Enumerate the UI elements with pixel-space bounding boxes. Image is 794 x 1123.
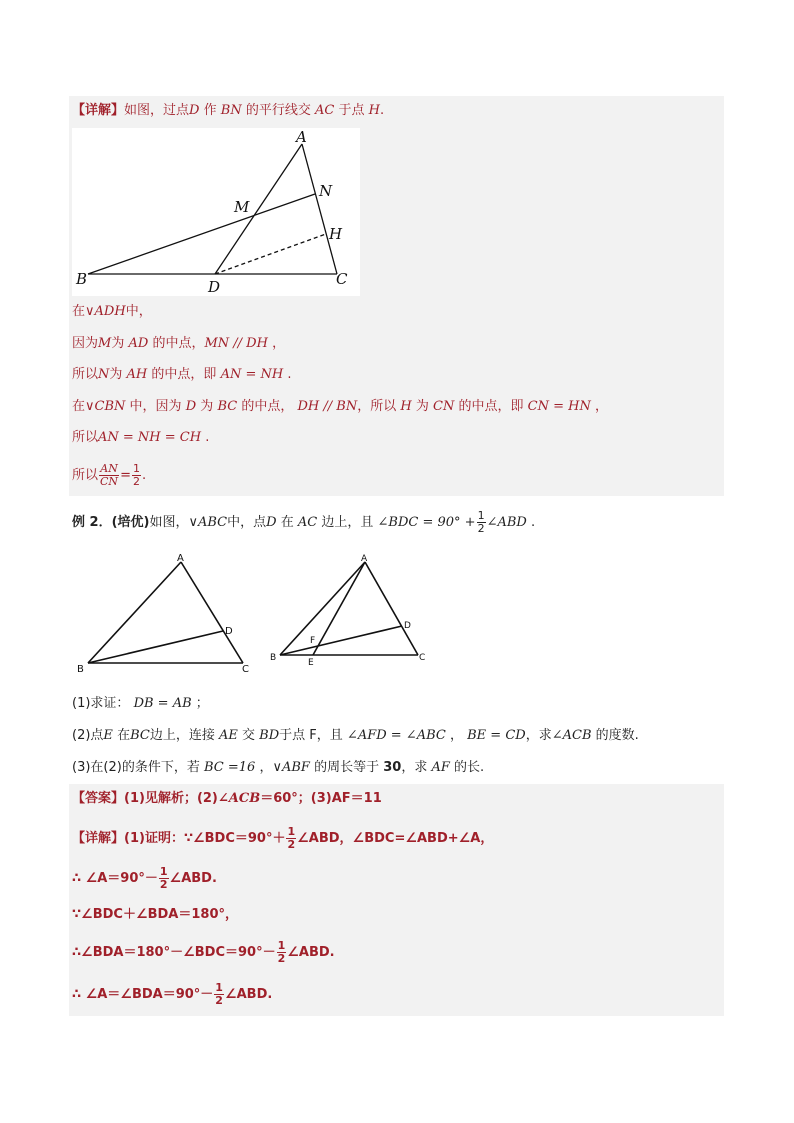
math: D [266,515,277,530]
text: 作 [203,103,217,118]
text: 中， [125,304,152,319]
math: DB = AB [133,696,192,711]
text: 边上，连接 [149,728,215,743]
text: 所以 [72,430,99,445]
math: CN = HN [527,399,591,414]
step-1 [69,303,724,321]
denominator: CN [100,475,119,488]
text: ， [449,728,463,743]
text: (1)求证： [72,696,130,711]
text: 的中点， [152,336,205,351]
numerator: 1 [215,981,223,994]
text: 边上，且 [321,515,374,530]
step-5 [69,429,724,447]
text: 的周长等于 [314,760,380,775]
text: 中，点 [227,515,267,530]
number: 30 [383,760,402,775]
text: ＝60°；(3)AF＝11 [260,791,382,806]
denominator: 2 [477,522,485,535]
math: M [98,336,112,351]
segment-bd [280,626,402,655]
text: 因为 [72,336,99,351]
label-d: D [208,278,221,296]
fraction-one-half [477,510,486,535]
math: D [185,399,197,414]
text: 如图，过点 [124,103,190,118]
math: ∠AFD = ∠ABC [346,728,446,743]
text: (1)见解析；(2) [124,791,218,806]
text: . [287,367,292,382]
math: DH // BN [297,399,358,414]
numerator: 1 [287,825,296,838]
question-2 [69,727,724,745]
math: ∠ACB [217,791,261,806]
label-a: A [177,553,184,564]
answer-line [69,790,724,808]
text: ∠ABD. [224,987,273,1002]
question-1 [69,695,724,713]
text: 中，因为 [129,399,182,414]
text: ， [594,399,608,414]
label-c: C [242,664,249,675]
text: ，求 [525,728,552,743]
label-f: F [310,636,316,646]
denominator: 2 [215,994,223,1007]
text: ∵∠BDC＋∠BDA＝180°， [72,907,238,922]
answer-tag: 【答案】 [72,791,125,806]
text: . [205,430,210,445]
text: ∴∠BDA＝180°－∠BDC＝90°－ [72,945,276,960]
text: 为 [415,399,429,414]
segment-bd [88,631,223,663]
figure-triangle-abc-1 [72,128,360,296]
math: H [368,103,380,118]
text: ∠ABD，∠BDC=∠ABD+∠A， [297,831,494,846]
segment-ac [365,562,418,655]
math: ∨CBN [85,399,126,414]
text: 为 [109,367,123,382]
math: N [98,367,110,382]
figure-triangle-abc-right [265,550,435,670]
fraction-one-half [277,940,287,965]
math: BC [217,399,238,414]
fraction-an-cn [99,463,119,488]
text: 的长. [454,760,485,775]
label-m: M [234,198,250,216]
text: (1)证明：∵∠BDC＝90°＋ [124,831,286,846]
numerator: 1 [159,865,168,878]
detail-tag: 【详解】 [72,103,125,118]
text: . [379,103,385,118]
text: ， [272,336,286,351]
text: 为 [111,336,125,351]
fraction-one-half [286,826,296,851]
math: ∨ABF [272,760,310,775]
text: 在 [72,304,86,319]
math: BE = CD [467,728,526,743]
detail2-line-3 [69,906,724,924]
text: 交 [242,728,256,743]
text: 在 [280,515,294,530]
text: 为 [200,399,214,414]
numerator: AN [100,462,118,475]
label-b: B [270,653,277,663]
detail2-line-2 [69,862,724,896]
text: = [120,468,131,483]
denominator: 2 [277,952,286,965]
math: H [400,399,412,414]
text: ，所以 [357,399,397,414]
label-a: A [361,554,368,564]
math: ∠ACB [551,728,592,743]
step-3 [69,366,724,384]
math: BN [220,103,242,118]
text: ，求 [401,760,428,775]
segment-ab [88,562,181,663]
detail-tag: 【详解】 [72,831,125,846]
numerator: 1 [477,509,485,522]
denominator: 2 [287,838,296,851]
text: 于点 [338,103,365,118]
math: AD [128,336,149,351]
math: AE [218,728,238,743]
numerator: 1 [132,462,140,475]
step-2 [69,335,724,353]
text: ∴ ∠A＝∠BDA＝90°－ [72,987,214,1002]
text: 的中点，即 [151,367,217,382]
text: 所以 [72,367,99,382]
math: D [189,103,200,118]
denominator: 2 [132,475,140,488]
segment-ab [280,562,365,655]
detail2-line-4 [69,936,724,970]
label-e: E [308,658,314,668]
text: 所以 [72,468,99,483]
segment-ac [181,562,243,663]
label-b: B [77,664,84,675]
label-d: D [404,621,411,631]
math: MN // DH [204,336,268,351]
text: ∠ABD. [169,871,217,886]
example2-statement [69,506,724,540]
text: ∠ABD. [287,945,335,960]
text: ∴ ∠A＝90°－ [72,871,158,886]
math: CN [433,399,455,414]
text: 的平行线交 [245,103,311,118]
math: BD [259,728,280,743]
math: AC [297,515,318,530]
text: 在 [117,728,131,743]
detail1-heading [69,102,724,120]
text: 的度数. [595,728,639,743]
step-6 [69,459,724,493]
label-c: C [419,653,426,663]
math: ∠BDC = 90° + [377,515,476,530]
fraction-one-half [132,463,141,488]
label-a: A [296,128,307,146]
text: (2)点 [72,728,104,743]
step-4 [69,398,724,416]
text: 如图， [149,515,189,530]
fraction-one-half [159,866,169,891]
math: AC [315,103,335,118]
figure-triangle-abc-left [72,550,257,680]
label-h: H [329,225,343,243]
text: 的中点，即 [458,399,524,414]
text: 在 [72,399,86,414]
text: 于点 F，且 [279,728,343,743]
label-b: B [76,270,88,288]
denominator: 2 [159,878,168,891]
label-c: C [336,270,348,288]
math: AF [431,760,450,775]
math: ∨ADH [85,304,126,319]
text: (3)在(2)的条件下，若 [72,760,200,775]
label-n: N [319,182,333,200]
text: . [530,515,536,530]
question-3 [69,759,724,777]
math: BC [130,728,150,743]
math: AH [126,367,148,382]
math: BC =16 [203,760,256,775]
math: E [103,728,113,743]
math: ∨ABC [188,515,228,530]
math: ∠ABD [486,515,527,530]
text: ， [259,760,273,775]
math: AN = NH [220,367,284,382]
text: ； [195,696,209,711]
detail2-line-5 [69,978,724,1012]
math: AN = NH = CH [98,430,202,445]
text: 的中点， [241,399,294,414]
example-label: 例 2．(培优) [72,515,150,530]
numerator: 1 [277,939,286,952]
fraction-one-half [214,982,224,1007]
text: . [141,468,147,483]
detail2-line-1 [69,822,724,856]
label-d: D [225,626,233,637]
